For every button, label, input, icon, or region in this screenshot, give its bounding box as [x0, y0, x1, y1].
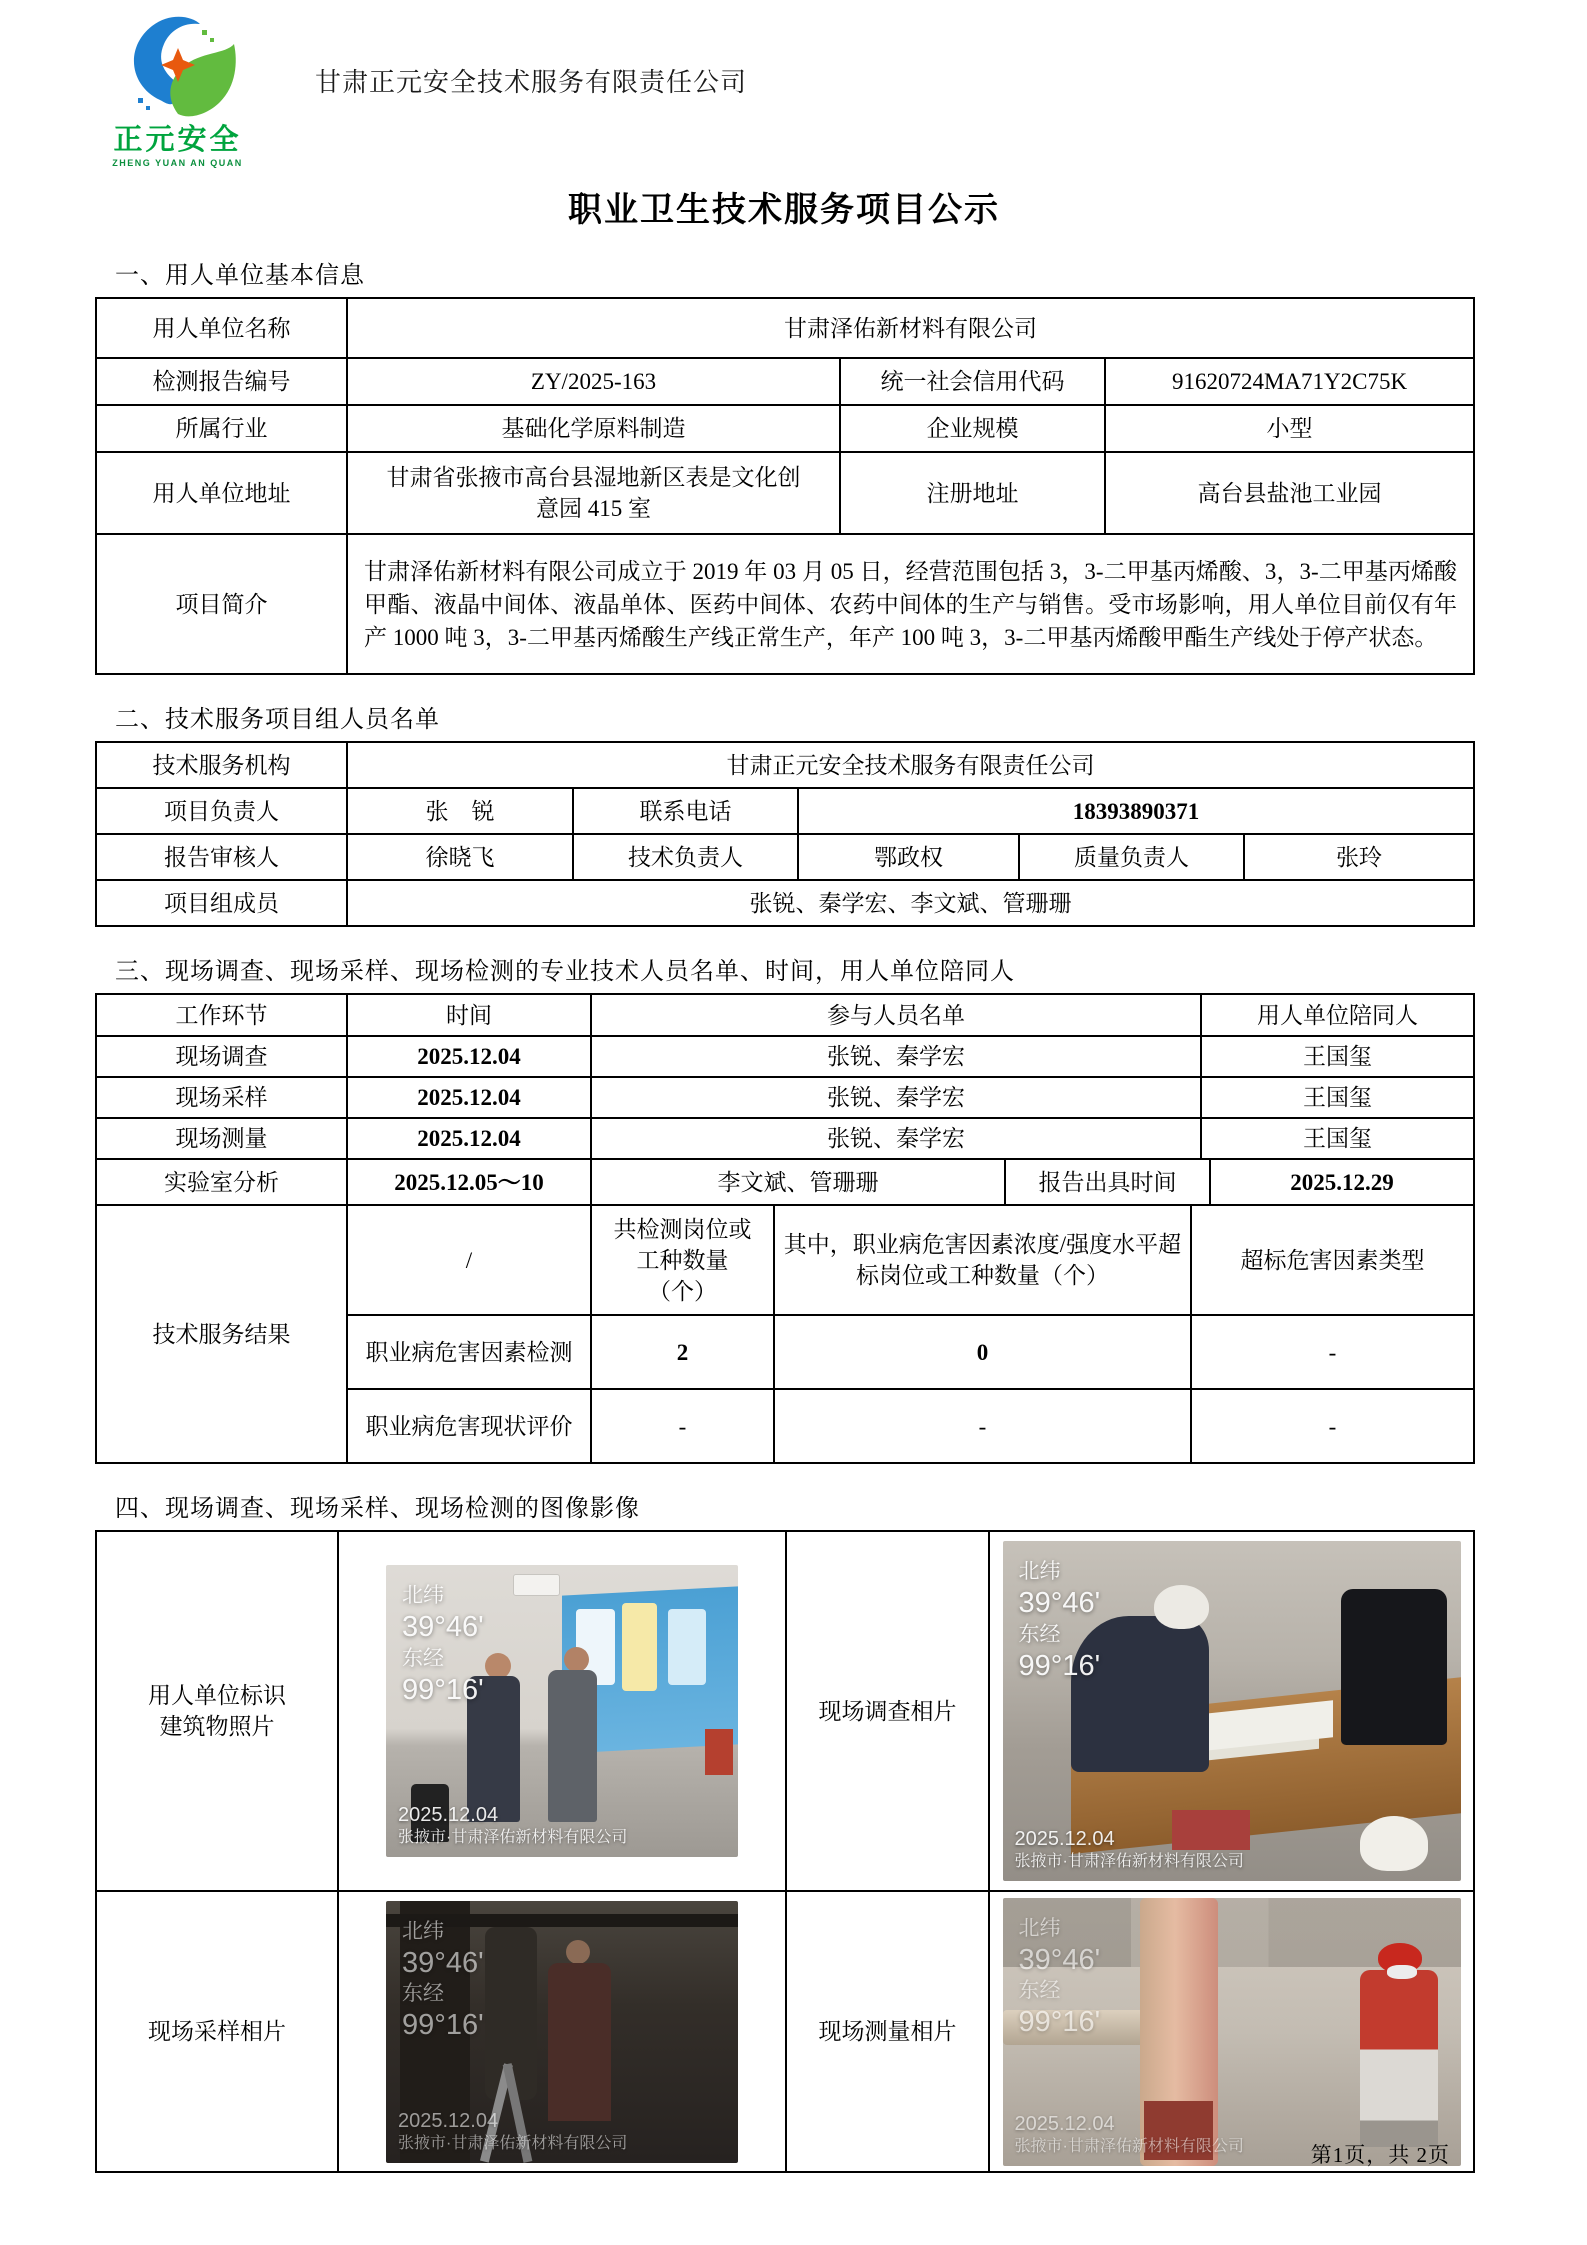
scale-label: 企业规模: [841, 406, 1106, 453]
lab-staff: 李文斌、管珊珊: [592, 1160, 1006, 1206]
result-exceed: 0: [775, 1316, 1192, 1390]
photo-poster-panel: [668, 1609, 707, 1685]
industry-label: 所属行业: [97, 406, 348, 453]
step-name: 现场调查: [97, 1037, 348, 1078]
report-no-value: ZY/2025-163: [348, 359, 841, 406]
col-header-staff: 参与人员名单: [592, 995, 1202, 1037]
result-type: -: [1192, 1390, 1475, 1464]
photo-hard-hat: [1154, 1585, 1209, 1629]
logo-text: 正元安全: [113, 124, 242, 156]
phone-label: 联系电话: [574, 789, 799, 835]
intro-value: 甘肃泽佑新材料有限公司成立于 2019 年 03 月 05 日，经营范围包括 3，3-二甲基丙烯酸、3，3-二甲基丙烯酸甲酯、液晶中间体、液晶单体、医药中间体、农药中间体的生产与销售。受市场影响，用人单位目前仅有年产 1000 吨 3，3-二甲基丙烯酸生产线正常生产，年产 100 吨 3，3-二甲基丙烯酸甲酯生产线处于停产状态。: [348, 535, 1475, 675]
step-name: 现场测量: [97, 1119, 348, 1160]
section-1-heading: 一、用人单位基本信息: [115, 263, 365, 289]
result-count: -: [592, 1390, 775, 1464]
employer-name-value: 甘肃泽佑新材料有限公司: [348, 299, 1475, 359]
phone-value: 18393890371: [799, 789, 1475, 835]
step-staff: 张锐、秦学宏: [592, 1119, 1202, 1160]
photo-cell-survey: [990, 1532, 1475, 1892]
table-row: [97, 1037, 1475, 1078]
photo-gps-watermark: 北纬 39°46' 东经 99°16': [402, 1584, 484, 1706]
credit-code-label: 统一社会信用代码: [841, 359, 1106, 406]
leader-value: 张 锐: [348, 789, 574, 835]
section-2-heading: 二、技术服务项目组人员名单: [115, 707, 440, 733]
photo-chair: [1341, 1589, 1446, 1745]
company-name: 甘肃正元安全技术服务有限责任公司: [315, 68, 748, 97]
photo-label-survey: 现场调查相片: [787, 1532, 990, 1892]
step-escort: 王国玺: [1202, 1078, 1475, 1119]
reviewer-label: 报告审核人: [97, 835, 348, 881]
table-row: [97, 1119, 1475, 1160]
photo-cell-measurement: [990, 1892, 1475, 2173]
results-label: 技术服务结果: [97, 1206, 348, 1464]
address-value: 甘肃省张掖市高台县湿地新区表是文化创意园 415 室: [348, 453, 841, 535]
col-header-escort: 用人单位陪同人: [1202, 995, 1475, 1037]
result-type: -: [1192, 1316, 1475, 1390]
photo-date-watermark: 2025.12.04 张掖市·甘肃泽佑新材料有限公司: [398, 2109, 628, 2152]
section-4-heading: 四、现场调查、现场采样、现场检测的图像影像: [115, 1496, 640, 1522]
result-exceed: -: [775, 1390, 1192, 1464]
report-no-label: 检测报告编号: [97, 359, 348, 406]
photo-person-head: [566, 1940, 590, 1964]
industry-value: 基础化学原料制造: [348, 406, 841, 453]
col-header-time: 时间: [348, 995, 592, 1037]
results-grid: [348, 1206, 1475, 1464]
photo-survey: [1003, 1541, 1461, 1881]
photo-person-head: [485, 1653, 511, 1679]
quality-leader-label: 质量负责人: [1020, 835, 1245, 881]
project-team-table: [95, 741, 1475, 927]
reviewer-value: 徐晓飞: [348, 835, 574, 881]
photo-gps-watermark: 北纬 39°46' 东经 99°16': [402, 1919, 484, 2042]
results-header-count: 共检测岗位或工种数量（个）: [592, 1206, 775, 1316]
step-time: 2025.12.04: [348, 1078, 592, 1119]
photo-building: [386, 1565, 738, 1857]
table-row: [97, 1078, 1475, 1119]
logo-mark-icon: [108, 14, 248, 126]
step-staff: 张锐、秦学宏: [592, 1037, 1202, 1078]
lab-analysis-row: [97, 1160, 1475, 1206]
tech-leader-label: 技术负责人: [574, 835, 799, 881]
photo-hard-hat: [1360, 1816, 1429, 1870]
credit-code-value: 91620724MA71Y2C75K: [1106, 359, 1475, 406]
photo-emergency-light: [513, 1574, 561, 1596]
page-number: 第1页，共 2页: [1310, 2143, 1450, 2167]
photo-person: [1360, 1970, 1438, 2147]
service-results-block: [97, 1206, 1475, 1464]
page-title: 职业卫生技术服务项目公示: [568, 192, 1000, 229]
photo-cell-building: [339, 1532, 787, 1892]
lab-step-name: 实验室分析: [97, 1160, 348, 1206]
photo-gps-watermark: 北纬 39°46' 东经 99°16': [1018, 1916, 1101, 2039]
photo-label-building: 用人单位标识 建筑物照片: [97, 1532, 339, 1892]
photo-date-watermark: 2025.12.04 张掖市·甘肃泽佑新材料有限公司: [398, 1804, 628, 1847]
fieldwork-table: [95, 993, 1475, 1464]
report-date-value: 2025.12.29: [1211, 1160, 1475, 1206]
document-header: [95, 14, 1473, 166]
col-header-step: 工作环节: [97, 995, 348, 1037]
result-name: 职业病危害因素检测: [348, 1316, 592, 1390]
photo-fire-cabinet: [705, 1729, 733, 1776]
agency-value: 甘肃正元安全技术服务有限责任公司: [348, 743, 1475, 789]
photo-gps-watermark: 北纬 39°46' 东经 99°16': [1018, 1560, 1101, 1682]
photo-cell-sampling: [339, 1892, 787, 2173]
photo-measurement: [1003, 1898, 1461, 2166]
reg-address-value: 高台县盐池工业园: [1106, 453, 1475, 535]
results-header-exceed: 其中，职业病危害因素浓度/强度水平超标岗位或工种数量（个）: [775, 1206, 1192, 1316]
lab-time: 2025.12.05～10: [348, 1160, 592, 1206]
result-count: 2: [592, 1316, 775, 1390]
photo-sampling: [386, 1901, 738, 2163]
photo-date-watermark: 2025.12.04 张掖市·甘肃泽佑新材料有限公司: [1014, 2112, 1244, 2155]
results-row-detection: [348, 1316, 1475, 1390]
scale-value: 小型: [1106, 406, 1475, 453]
results-header-slash: /: [348, 1206, 592, 1316]
results-header-type: 超标危害因素类型: [1192, 1206, 1475, 1316]
tech-leader-value: 鄂政权: [799, 835, 1020, 881]
photo-poster-panel: [622, 1603, 657, 1691]
logo-subtext: ZHENG YUAN AN QUAN: [112, 158, 243, 168]
photo-face-mask: [1387, 1965, 1417, 1980]
agency-label: 技术服务机构: [97, 743, 348, 789]
photo-label-sampling: 现场采样相片: [97, 1892, 339, 2173]
step-escort: 王国玺: [1202, 1037, 1475, 1078]
results-row-evaluation: [348, 1390, 1475, 1464]
step-staff: 张锐、秦学宏: [592, 1078, 1202, 1119]
members-value: 张锐、秦学宏、李文斌、管珊珊: [348, 881, 1475, 927]
photo-table: [95, 1530, 1475, 2173]
photo-person-head: [564, 1647, 589, 1672]
intro-label: 项目简介: [97, 535, 348, 675]
photo-date-watermark: 2025.12.04 张掖市·甘肃泽佑新材料有限公司: [1014, 1828, 1244, 1871]
company-logo: [95, 14, 260, 168]
result-name: 职业病危害现状评价: [348, 1390, 592, 1464]
step-name: 现场采样: [97, 1078, 348, 1119]
report-date-label: 报告出具时间: [1006, 1160, 1211, 1206]
photo-person: [548, 1670, 597, 1822]
leader-label: 项目负责人: [97, 789, 348, 835]
step-escort: 王国玺: [1202, 1119, 1475, 1160]
photo-label-measurement: 现场测量相片: [787, 1892, 990, 2173]
employer-info-table: [95, 297, 1475, 675]
step-time: 2025.12.04: [348, 1037, 592, 1078]
members-label: 项目组成员: [97, 881, 348, 927]
step-time: 2025.12.04: [348, 1119, 592, 1160]
address-label: 用人单位地址: [97, 453, 348, 535]
reg-address-label: 注册地址: [841, 453, 1106, 535]
photo-person: [548, 1963, 611, 2120]
section-3-heading: 三、现场调查、现场采样、现场检测的专业技术人员名单、时间，用人单位陪同人: [115, 959, 1015, 985]
quality-leader-value: 张玲: [1245, 835, 1475, 881]
employer-name-label: 用人单位名称: [97, 299, 348, 359]
